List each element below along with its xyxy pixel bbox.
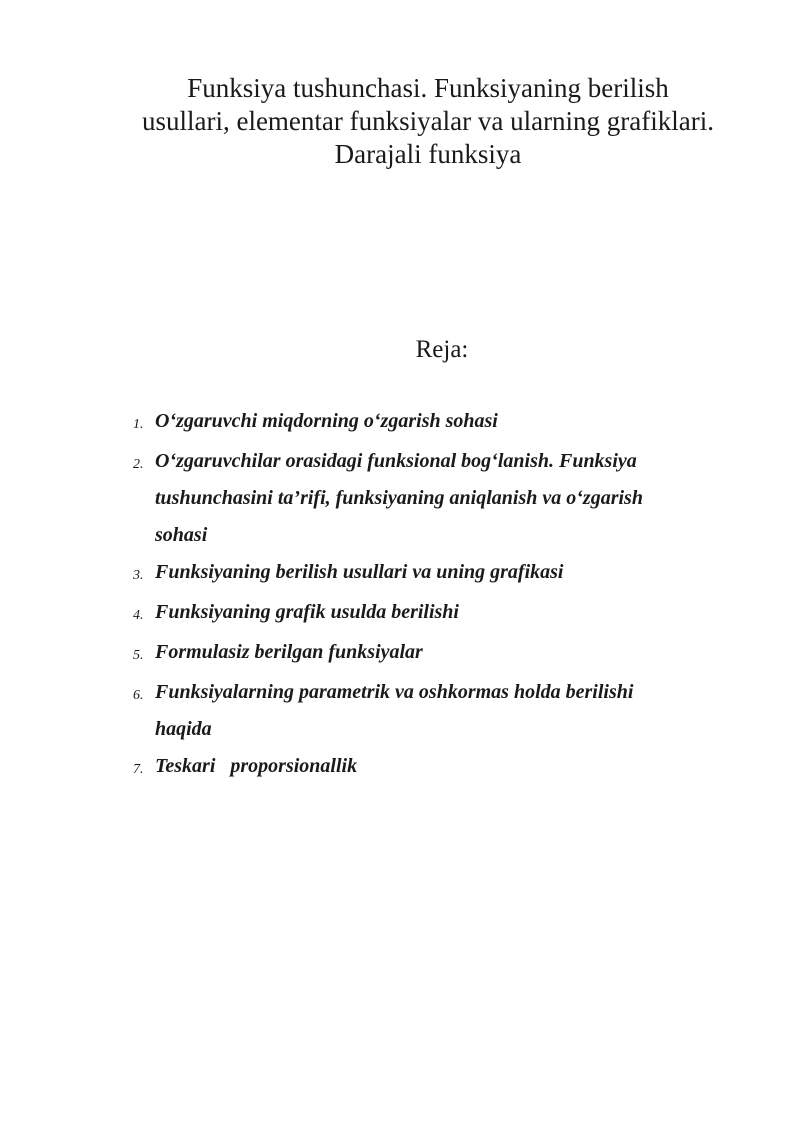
- list-item-text: [155, 634, 760, 671]
- list-item-line: tushunchasini ta’rifi, funksiyaning aniqlanish va o‘zgarish: [155, 487, 643, 509]
- list-item-line: Funksiyaning berilish usullari va uning grafikasi: [155, 561, 564, 583]
- list-item: [133, 443, 760, 554]
- list-item-text: [155, 748, 760, 785]
- list-item-text: [155, 554, 760, 591]
- list-item-number: 7.: [133, 762, 144, 777]
- list-item-text: [155, 594, 760, 631]
- list-item-number: 3.: [133, 568, 144, 583]
- list-item: [133, 554, 760, 594]
- title-line: usullari, elementar funksiyalar va ularning grafiklari.: [141, 106, 715, 136]
- list-item: [133, 594, 760, 634]
- title-line: Darajali funksiya: [334, 139, 522, 169]
- list-item-line: haqida: [155, 718, 212, 740]
- list-item-line: Funksiyaning grafik usulda berilishi: [155, 601, 459, 623]
- list-item-line: O‘zgaruvchi miqdorning o‘zgarish sohasi: [155, 410, 498, 432]
- list-item-number: 5.: [133, 648, 144, 663]
- list-item-line: O‘zgaruvchilar orasidagi funksional bog‘lanish. Funksiya: [155, 450, 637, 472]
- list-item-number: 6.: [133, 688, 144, 703]
- list-item-text: [155, 674, 760, 748]
- list-item-text: [155, 443, 760, 554]
- list-item-number: 1.: [133, 417, 144, 432]
- list-item: [133, 674, 760, 748]
- list-item-line: Teskari proporsionallik: [155, 755, 358, 777]
- title-line: Funksiya tushunchasi. Funksiyaning berilish: [187, 73, 669, 103]
- list-item-line: Funksiyalarning parametrik va oshkormas holda berilishi: [155, 681, 634, 703]
- list-item: [133, 403, 760, 443]
- plan-heading: Reja:: [415, 336, 469, 363]
- list-item-number: 4.: [133, 608, 144, 623]
- document-title: [115, 72, 741, 171]
- list-item-line: sohasi: [155, 524, 208, 546]
- list-item-text: [155, 403, 760, 440]
- list-item-line: Formulasiz berilgan funksiyalar: [155, 641, 423, 663]
- list-item: [133, 748, 760, 788]
- list-item-number: 2.: [133, 457, 144, 472]
- plan-list: [0, 403, 800, 788]
- list-item: [133, 634, 760, 674]
